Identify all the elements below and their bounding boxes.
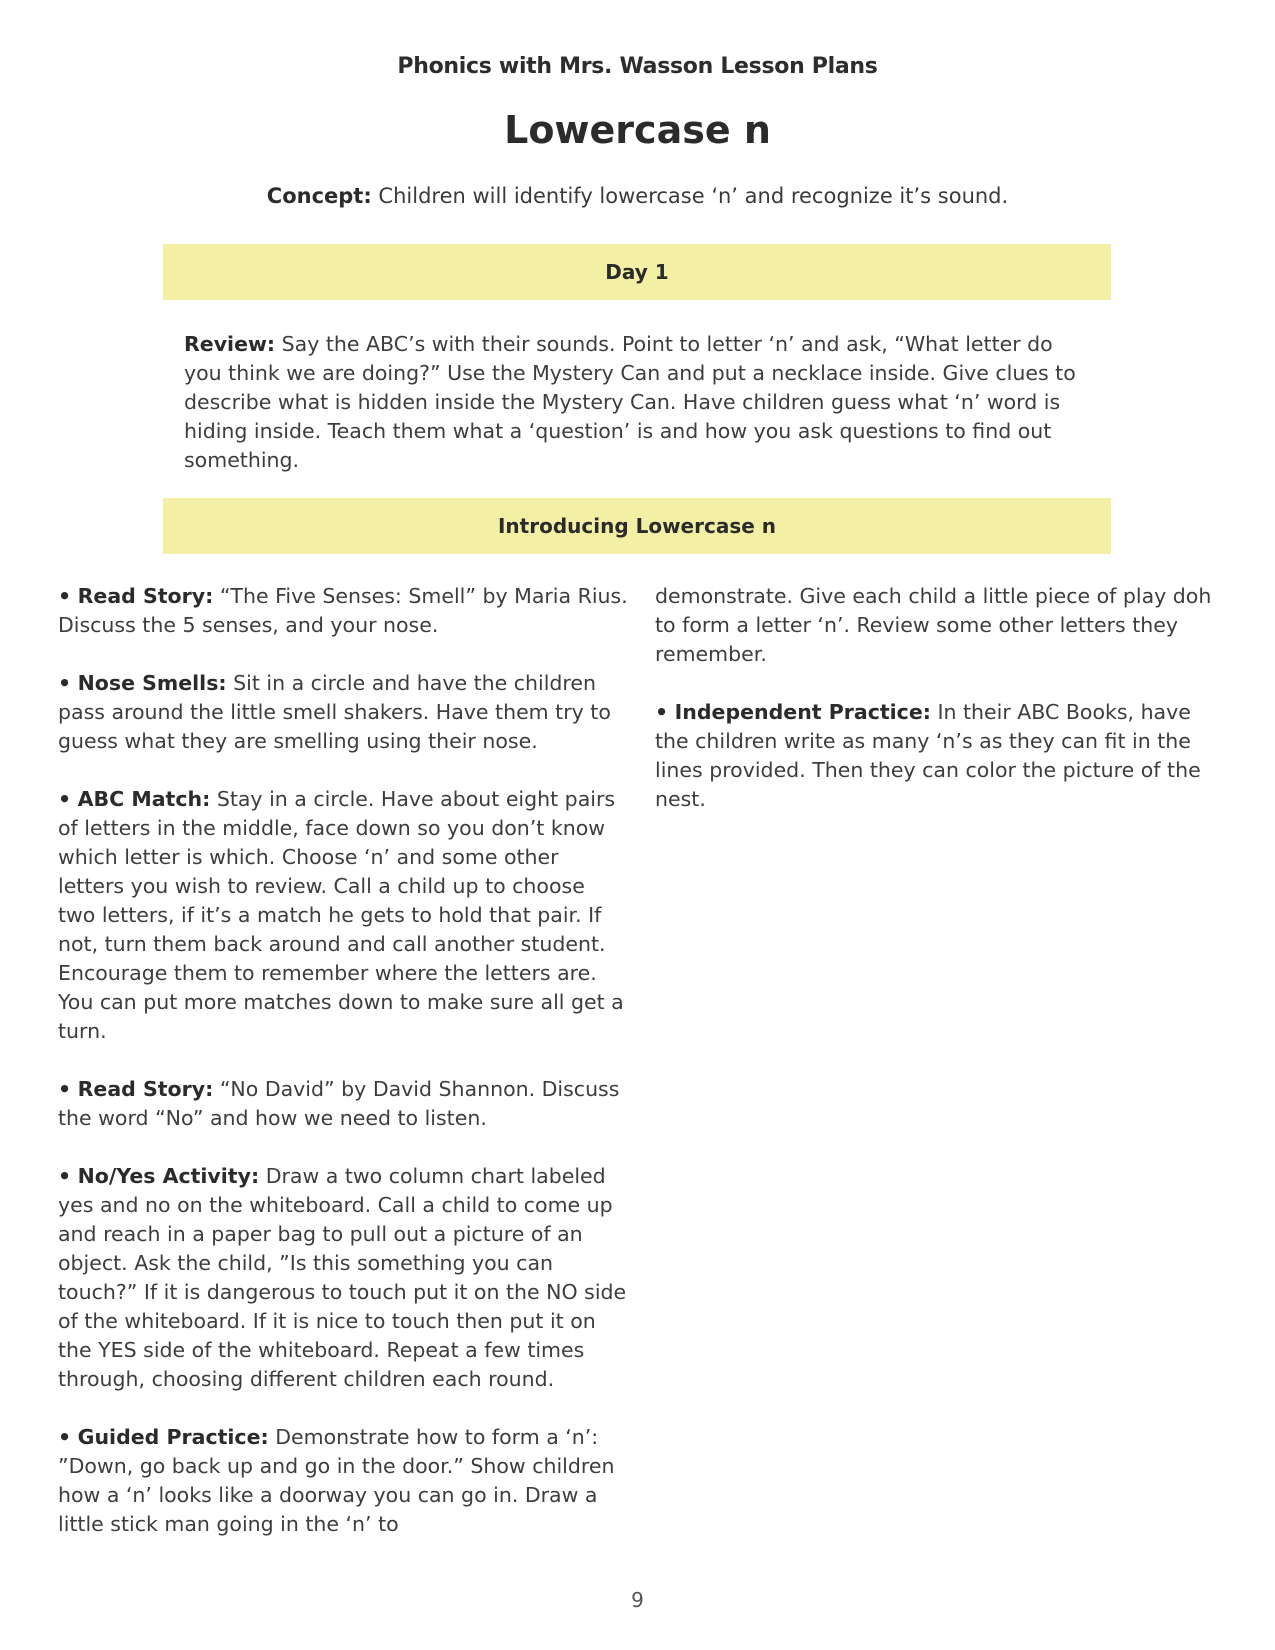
activity-text: Draw a two column chart labeled yes and no on the whiteboard. Call a child to come up and reach in a paper bag to pull out a picture of an object. Ask the child, ”Is this something you can touch?” If it is dangerous to touch put it on the NO side of the whiteboard. If it is nice to touch then put it on the YES side of the whiteboard. Repeat a few times through, choosing different children each round.: [58, 1164, 627, 1391]
activity-item: [58, 785, 628, 1046]
activity-item: [58, 669, 628, 756]
activity-label: Read Story:: [77, 584, 214, 608]
bullet-icon: •: [58, 787, 72, 811]
concept-label: Concept:: [266, 184, 372, 208]
activity-label: Read Story:: [77, 1077, 214, 1101]
bullet-icon: •: [58, 1425, 72, 1449]
activity-text: In their ABC Books, have the children write as many ‘n’s as they can fit in the lines provided. Then they can color the picture of the nest.: [655, 700, 1201, 811]
day-heading: Day 1: [605, 260, 669, 284]
review-text: Say the ABC’s with their sounds. Point to letter ‘n’ and ask, “What letter do you think we are doing?” Use the Mystery Can and put a necklace inside. Give clues to describe what is hidden inside the Mystery Can. Have children guess what ‘n’ word is hiding inside. Teach them what a ‘question’ is and how you ask questions to find out something.: [184, 332, 1076, 472]
continued-text: demonstrate. Give each child a little piece of play doh to form a letter ‘n’. Review some other letters they remember.: [655, 584, 1212, 666]
activity-text: Stay in a circle. Have about eight pairs of letters in the middle, face down so you don’t know which letter is which. Choose ‘n’ and some other letters you wish to review. Call a child up to choose two letters, if it’s a match he gets to hold that pair. If not, turn them back around and call another student. Encourage them to remember where the letters are. You can put more matches down to make sure all get a turn.: [58, 787, 624, 1043]
concept-text: Children will identify lowercase ‘n’ and recognize it’s sound.: [371, 184, 1009, 208]
activity-label: Nose Smells:: [77, 671, 227, 695]
page-number: 9: [631, 1588, 644, 1612]
activity-label: ABC Match:: [77, 787, 211, 811]
concept-statement: [0, 184, 1275, 208]
activity-label: Independent Practice:: [674, 700, 931, 724]
intro-heading-band: [163, 498, 1111, 554]
document-header: Phonics with Mrs. Wasson Lesson Plans: [397, 54, 878, 79]
day-heading-band: [163, 244, 1111, 300]
activity-item: [58, 1423, 628, 1539]
activity-text: Sit in a circle and have the children pass around the little smell shakers. Have them try to guess what they are smelling using their nose.: [58, 671, 611, 753]
activity-text: “The Five Senses: Smell” by Maria Rius. Discuss the 5 senses, and your nose.: [58, 584, 628, 637]
page-title: Lowercase n: [504, 108, 771, 152]
bullet-icon: •: [58, 1077, 72, 1101]
left-column: [58, 582, 628, 1568]
bullet-icon: •: [58, 1164, 72, 1188]
bullet-icon: •: [58, 671, 72, 695]
activity-text: Demonstrate how to form a ‘n’: ”Down, go back up and go in the door.” Show children how a ‘n’ looks like a doorway you can go in. Draw a little stick man going in the ‘n’ to: [58, 1425, 615, 1536]
activity-item: [58, 1162, 628, 1394]
intro-heading: Introducing Lowercase n: [497, 514, 777, 538]
review-paragraph: [184, 330, 1089, 475]
activity-label: No/Yes Activity:: [77, 1164, 260, 1188]
bullet-icon: •: [655, 700, 669, 724]
activity-label: Guided Practice:: [77, 1425, 269, 1449]
right-column: [655, 582, 1215, 843]
activity-item: [58, 1075, 628, 1133]
activity-item: [655, 698, 1215, 814]
review-label: Review:: [184, 332, 276, 356]
bullet-icon: •: [58, 584, 72, 608]
activity-item: [58, 582, 628, 640]
activity-text: “No David” by David Shannon. Discuss the word “No” and how we need to listen.: [58, 1077, 620, 1130]
